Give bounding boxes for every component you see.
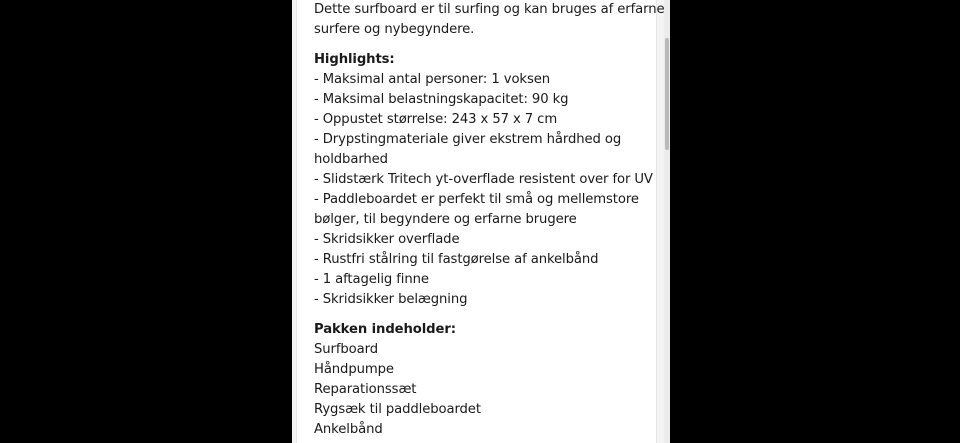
highlight-line: - Maksimal antal personer: 1 voksen xyxy=(314,72,550,87)
scrollbar-thumb[interactable] xyxy=(665,38,669,150)
package-item: Rygsæk til paddleboardet xyxy=(314,402,481,417)
highlights-section xyxy=(314,50,654,310)
highlight-line: - Rustfri stålring til fastgørelse af ankelbånd xyxy=(314,252,599,267)
package-item: Reparationssæt xyxy=(314,382,417,397)
highlight-line: - Oppustet størrelse: 243 x 57 x 7 cm xyxy=(314,112,558,127)
package-contents-section xyxy=(314,320,654,440)
highlight-line: - Skridsikker belægning xyxy=(314,292,468,307)
highlight-line: - Paddleboardet er perfekt til små og mellemstore xyxy=(314,192,639,207)
package-item: Ankelbånd xyxy=(314,422,383,437)
intro-paragraph xyxy=(314,0,665,40)
package-heading: Pakken indeholder: xyxy=(314,322,456,337)
highlight-line: - 1 aftagelig finne xyxy=(314,272,429,287)
highlight-line: holdbarhed xyxy=(314,152,388,167)
package-item: Surfboard xyxy=(314,342,378,357)
highlight-line: - Maksimal belastningskapacitet: 90 kg xyxy=(314,92,569,107)
scrollbar[interactable] xyxy=(664,0,670,443)
highlight-line: - Skridsikker overflade xyxy=(314,232,460,247)
highlight-line: - Slidstærk Tritech yt-overflade resistent over for UV xyxy=(314,172,653,187)
phone-viewport xyxy=(292,0,670,443)
highlight-line: bølger, til begyndere og erfarne brugere xyxy=(314,212,577,227)
highlights-heading: Highlights: xyxy=(314,52,395,67)
intro-line: Dette surfboard er til surfing og kan bruges af erfarne xyxy=(314,2,665,17)
intro-line: surfere og nybegyndere. xyxy=(314,22,475,37)
package-item: Håndpumpe xyxy=(314,362,394,377)
highlight-line: - Drypstingmateriale giver ekstrem hårdhed og xyxy=(314,132,622,147)
product-description-card xyxy=(296,0,665,443)
